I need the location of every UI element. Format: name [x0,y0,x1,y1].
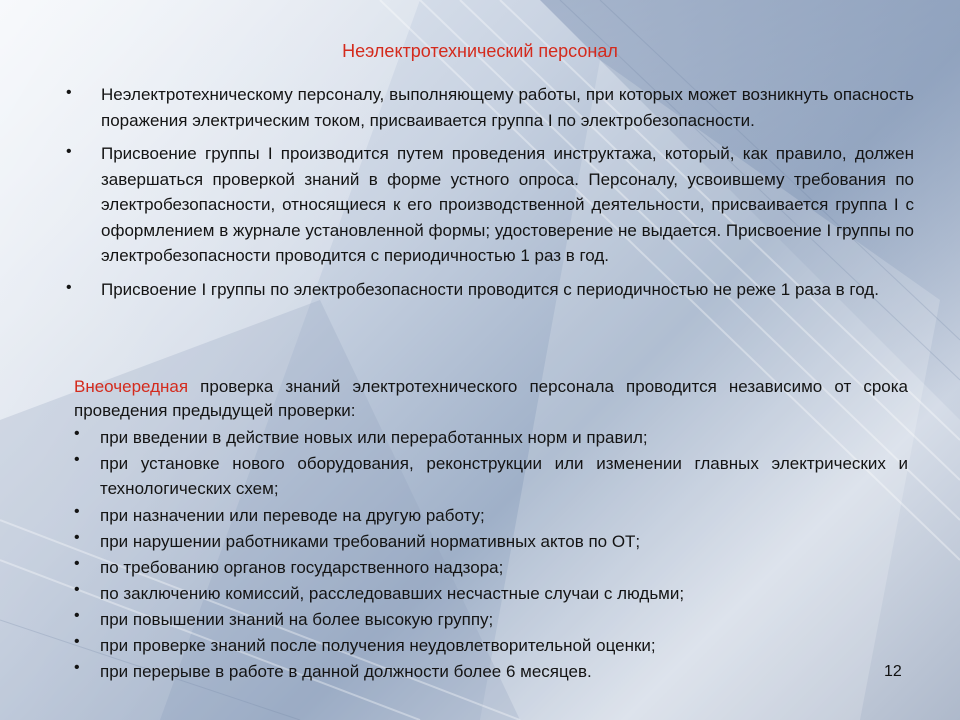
list-item [74,529,908,555]
list-item [74,659,908,685]
condition-text: при установке нового оборудования, реконструкции или изменении главных электрических и технологических схем; [100,454,908,498]
page-number: 12 [884,663,902,680]
bullet-icon: • [66,143,72,160]
bullet-text: Присвоение группы I производится путем проведения инструктажа, который, как правило, должен завершаться проверкой знаний в форме устного опроса. Персоналу, усвоившему требования по электробезопасности, относящиеся к его производственной деятельности, присваивается группа I с оформлением в журнале установленной формы; удостоверение не выдается. Присвоение I группы по электробезопасности проводится с периодичностью 1 раз в год. [101,144,914,265]
list-item [64,82,914,133]
list-item [74,425,908,451]
main-bullet-list [64,82,914,307]
bullet-icon: • [74,581,80,598]
list-item [74,503,908,529]
conditions-list [74,425,908,685]
bullet-icon: • [74,555,80,572]
bullet-icon: • [74,529,80,546]
bullet-text: Присвоение I группы по электробезопасности проводится с периодичностью не реже 1 раза в год. [101,279,879,299]
bullet-icon: • [66,84,72,101]
bullet-icon: • [66,278,72,296]
bullet-icon: • [74,633,80,650]
condition-text: при назначении или переводе на другую работу; [100,506,485,525]
slide-title: Неэлектротехнический персонал [342,41,618,61]
extraordinary-highlight: Внеочередная [74,377,189,396]
extraordinary-check-intro [74,375,908,423]
bullet-icon: • [74,607,80,624]
bullet-icon: • [74,451,80,468]
list-item [74,633,908,659]
condition-text: при проверке знаний после получения неудовлетворительной оценки; [100,636,656,655]
list-item [64,277,914,303]
condition-text: при нарушении работниками требований нормативных актов по ОТ; [100,532,641,551]
bullet-text: Неэлектротехническому персоналу, выполняющему работы, при которых может возникнуть опасность поражения электрическим током, присваивается группа I по электробезопасности. [101,85,914,130]
list-item [74,451,908,501]
condition-text: по заключению комиссий, расследовавших несчастные случаи с людьми; [100,584,685,603]
list-item [74,581,908,607]
condition-text: при введении в действие новых или переработанных норм и правил; [100,428,648,447]
list-item [74,607,908,633]
bullet-icon: • [74,425,80,442]
condition-text: по требованию органов государственного надзора; [100,558,504,577]
list-item [64,141,914,269]
bullet-icon: • [74,503,80,520]
bullet-icon: • [74,659,80,676]
condition-text: при повышении знаний на более высокую группу; [100,610,494,629]
extraordinary-text: проверка знаний электротехнического персонала проводится независимо от срока проведения предыдущей проверки: [74,377,908,420]
list-item [74,555,908,581]
condition-text: при перерыве в работе в данной должности более 6 месяцев. [100,662,592,681]
